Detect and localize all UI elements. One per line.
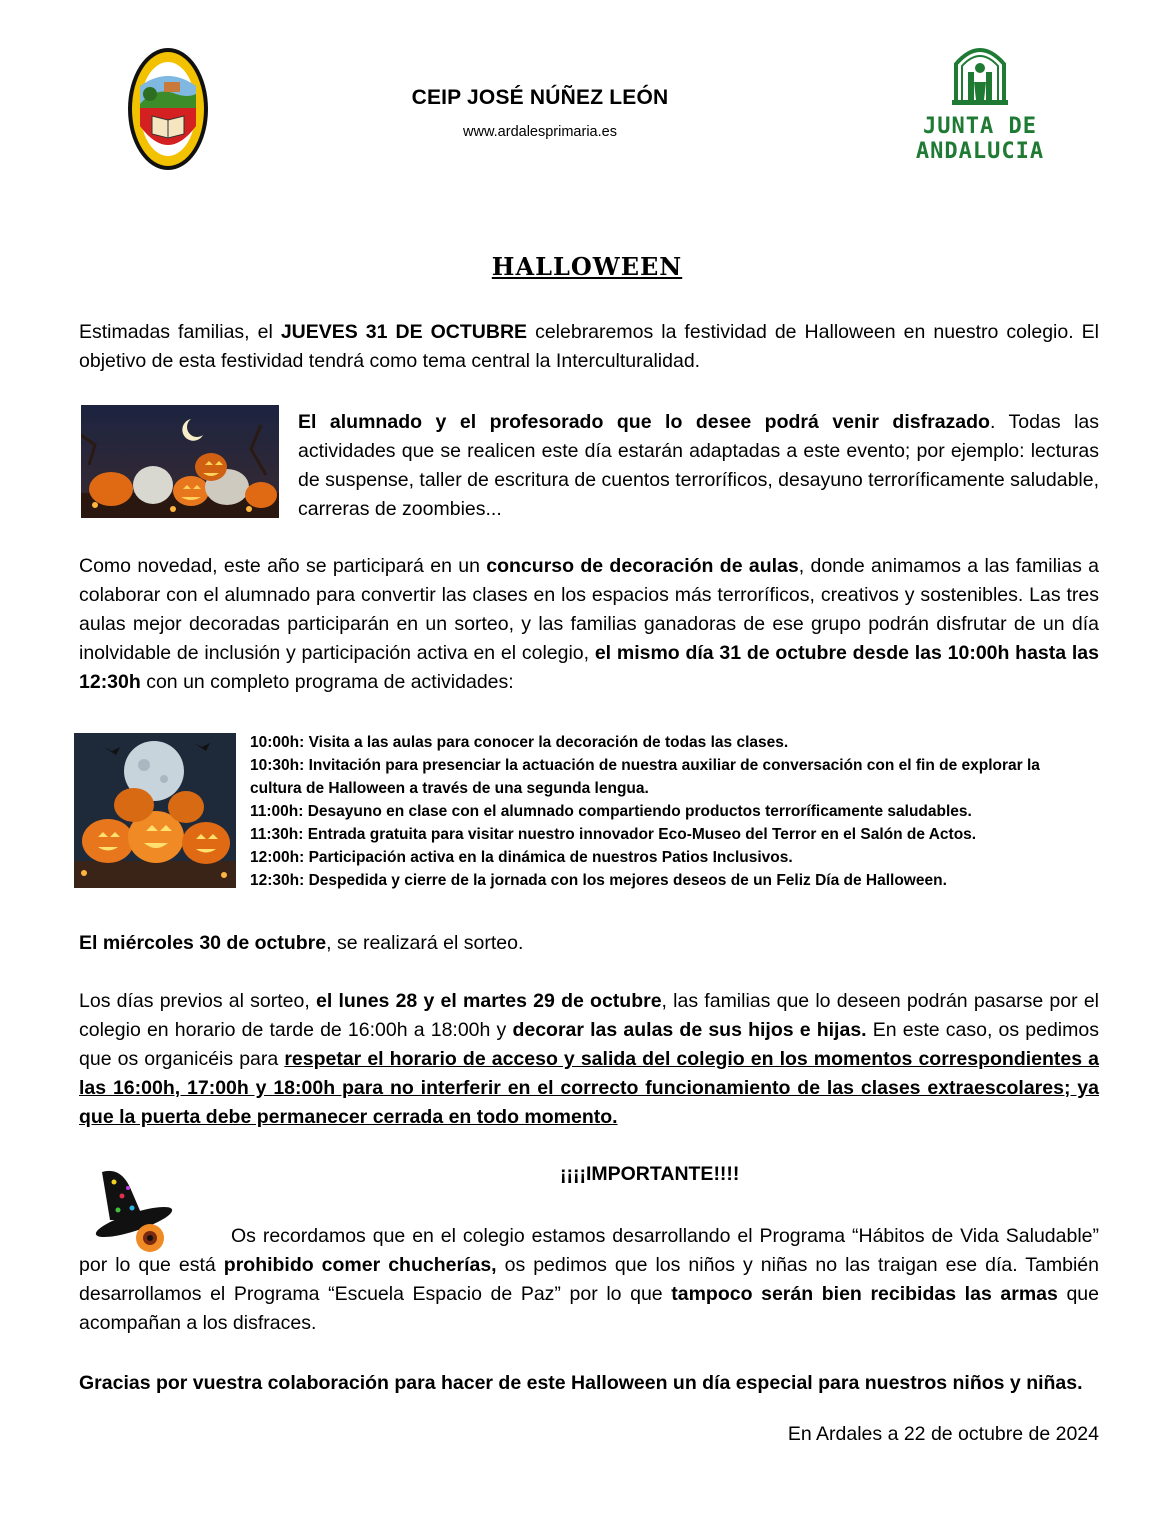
junta-logo xyxy=(855,42,1105,164)
school-name: CEIP JOSÉ NÚÑEZ LEÓN xyxy=(411,86,669,109)
school-website[interactable]: www.ardalesprimaria.es xyxy=(463,124,617,140)
page-title: HALLOWEEN xyxy=(491,252,683,281)
costume-paragraph: El alumnado y el profesorado que lo desee podrá venir disfrazado. Todas las actividades que se realicen este día estarán adaptadas a este evento; por ejemplo: lecturas de suspense, taller de escritura de cuentos terroríficos, desayuno terroríficamente saludable, carreras de zoombies... xyxy=(298,411,1100,520)
draw-paragraph: El miércoles 30 de octubre, se realizará el sorteo. xyxy=(79,932,524,954)
junta-name: JUNTA DE ANDALUCIA xyxy=(915,114,1045,164)
pumpkins-moon-image xyxy=(81,405,279,518)
previous-days-paragraph: Los días previos al sorteo, el lunes 28 y el martes 29 de octubre, las familias que lo deseen podrán pasarse por el colegio en horario de tarde de 16:00h a 18:00h y decorar las aulas de sus hijos e hijas. En este caso, os pedimos que os organicéis para respetar el horario de acceso y salida del colegio en los momentos correspondientes a las 16:00h, 17:00h y 18:00h para no interferir en el correcto funcionamiento de las clases extraescolares; ya que la puerta debe permanecer cerrada en todo momento. xyxy=(79,990,1100,1128)
schedule-item: 12:30h: Despedida y cierre de la jornada con los mejores deseos de un Feliz Día de Halloween. xyxy=(250,872,947,889)
schedule-item: 10:00h: Visita a las aulas para conocer la decoración de todas las clases. xyxy=(250,734,789,751)
thanks-paragraph: Gracias por vuestra colaboración para hacer de este Halloween un día especial para nuestros niños y niñas. xyxy=(79,1372,1083,1394)
school-header xyxy=(340,86,740,140)
important-heading: ¡¡¡¡IMPORTANTE!!!! xyxy=(560,1163,740,1185)
activities-schedule xyxy=(250,731,1080,892)
intro-paragraph: Estimadas familias, el JUEVES 31 DE OCTUBRE celebraremos la festividad de Halloween en nuestro colegio. El objetivo de esta festividad tendrá como tema central la Interculturalidad. xyxy=(79,321,1099,372)
jack-o-lanterns-image xyxy=(74,733,236,888)
schedule-item: 12:00h: Participación activa en la dinámica de nuestros Patios Inclusivos. xyxy=(250,849,793,866)
date-signature: En Ardales a 22 de octubre de 2024 xyxy=(787,1423,1099,1445)
schedule-item: 11:30h: Entrada gratuita para visitar nuestro innovador Eco-Museo del Terror en el Salón de Actos. xyxy=(250,826,977,843)
school-logo xyxy=(126,46,210,172)
schedule-item: 11:00h: Desayuno en clase con el alumnado compartiendo productos terroríficamente saludables. xyxy=(250,803,972,820)
junta-emblem-icon xyxy=(950,42,1010,108)
important-paragraph: Os recordamos que en el colegio estamos desarrollando el Programa “Hábitos de Vida Saludable” por lo que está prohibido comer chucherías, os pedimos que los niños y niñas no las traigan ese día. También desarrollamos el Programa “Escuela Espacio de Paz” por lo que tampoco serán bien recibidas las armas que acompañan a los disfraces. xyxy=(79,1225,1100,1334)
contest-paragraph: Como novedad, este año se participará en un concurso de decoración de aulas, donde animamos a las familias a colaborar con el alumnado para convertir las clases en los espacios más terroríficos, creativos y sostenibles. Las tres aulas mejor decoradas participarán en un sorteo, y las familias ganadoras de ese grupo podrán disfrutar de un día inolvidable de inclusión y participación activa en el colegio, el mismo día 31 de octubre desde las 10:00h hasta las 12:30h con un completo programa de actividades: xyxy=(79,555,1099,693)
schedule-item: 10:30h: Invitación para presenciar la actuación de nuestra auxiliar de conversación con el fin de explorar la cultura de Halloween a través de una segunda lengua. xyxy=(250,757,1040,797)
